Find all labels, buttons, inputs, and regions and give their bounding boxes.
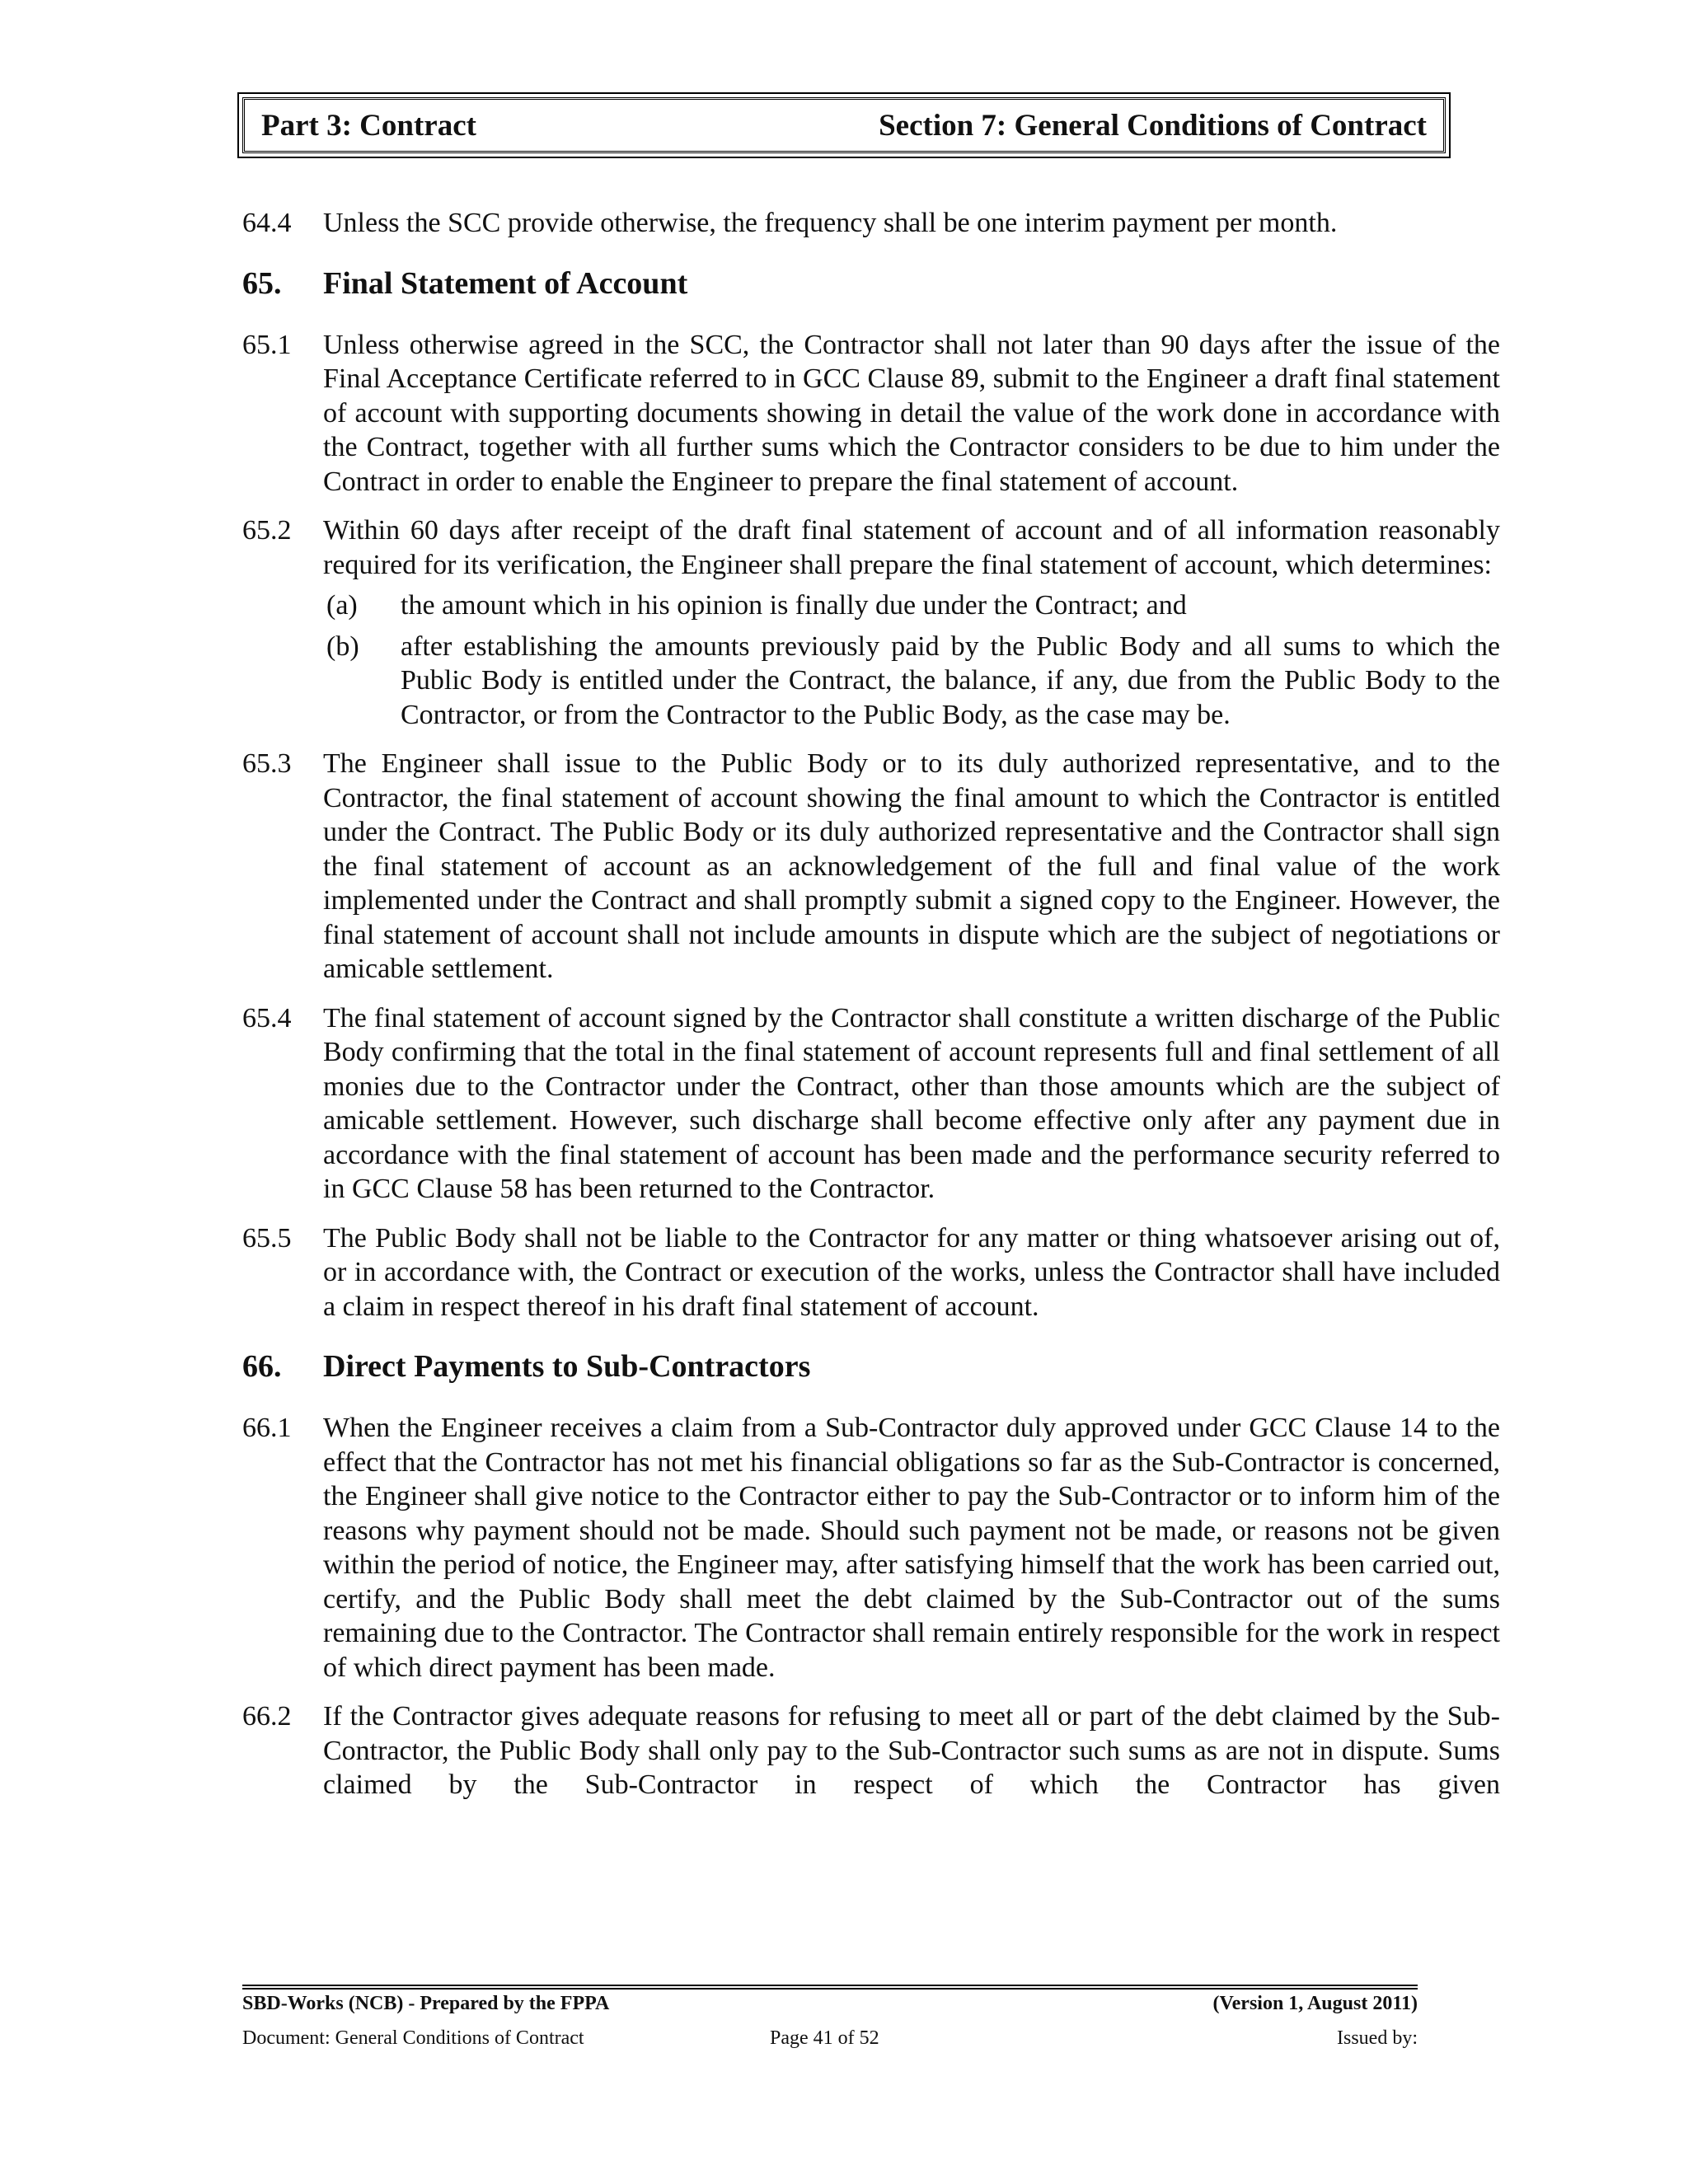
footer-prepared-by: SBD-Works (NCB) - Prepared by the FPPA	[242, 1993, 610, 2014]
clause-text: If the Contractor gives adequate reasons for refusing to meet all or part of the debt claimed by the Sub-Contractor, the Public Body shall only pay to the Sub-Contractor such sums as are not in dispute. Sums claimed by the Sub-Contractor in respect of which the Contractor has given	[323, 1701, 1500, 1800]
clause-65-4	[242, 1001, 1500, 1207]
footer-document-name: Document: General Conditions of Contract	[242, 2027, 584, 2049]
document-body	[242, 206, 1500, 1817]
clause-65-2-b	[323, 630, 1500, 733]
clause-number: 65.1	[242, 329, 292, 360]
clause-65-2	[242, 513, 1500, 582]
header-section-title: Section 7: General Conditions of Contract	[879, 109, 1427, 143]
sub-item-label: (a)	[326, 590, 358, 621]
footer-page-number: Page 41 of 52	[770, 2027, 879, 2049]
clause-65-1	[242, 328, 1500, 499]
clause-text: The Public Body shall not be liable to the Contractor for any matter or thing whatsoever arising out of, or in accordance with, the Contract or execution of the works, unless the Contractor shall have included a claim in respect thereof in his draft final statement of account.	[323, 1222, 1500, 1322]
clause-number: 65.4	[242, 1002, 292, 1033]
clause-66-2	[242, 1699, 1500, 1802]
clause-number: 65.3	[242, 748, 292, 779]
heading-66	[242, 1348, 1500, 1385]
clause-text: When the Engineer receives a claim from a Sub-Contractor duly approved under GCC Clause 14 to the effect that the Contractor has not met his financial obligations so far as the Sub-Contractor is concerned, the Engineer shall give notice to the Contractor either to pay the Sub-Contractor or to inform him of the reasons why payment should not be made. Should such payment not be made, or reasons not be given within the period of notice, the Engineer may, after satisfying himself that the work has been carried out, certify, and the Public Body shall meet the debt claimed by the Sub-Contractor out of the sums remaining due to the Contractor. The Contractor shall remain entirely responsible for the work in respect of which direct payment has been made.	[323, 1413, 1500, 1683]
page-header	[242, 97, 1446, 153]
clause-number: 64.4	[242, 208, 292, 238]
footer-version: (Version 1, August 2011)	[1212, 1993, 1418, 2014]
sub-item-text: the amount which in his opinion is finally due under the Contract; and	[401, 590, 1187, 621]
sub-item-label: (b)	[326, 630, 359, 662]
clause-text: The Engineer shall issue to the Public Body or to its duly authorized representative, and to the Contractor, the final statement of account showing the final amount to which the Contractor is entitled under the Contract. The Public Body or its duly authorized representative and the Contractor shall sign the final statement of account as an acknowledgement of the full and final value of the work implemented under the Contract and shall promptly submit a signed copy to the Engineer. However, the final statement of account shall not include amounts in dispute which are the subject of negotiations or amicable settlement.	[323, 748, 1500, 984]
clause-text: The final statement of account signed by the Contractor shall constitute a written discharge of the Public Body confirming that the total in the final statement of account represents full and final settlement of all monies due to the Contractor under the Contract, other than those amounts which are the subject of amicable settlement. However, such discharge shall become effective only after any payment due in accordance with the final statement of account has been made and the performance security referred to in GCC Clause 58 has been returned to the Contractor.	[323, 1002, 1500, 1204]
clause-65-3	[242, 747, 1500, 987]
heading-number: 66.	[242, 1349, 282, 1384]
header-part-title: Part 3: Contract	[261, 109, 476, 143]
heading-number: 65.	[242, 265, 282, 301]
clause-text: Unless the SCC provide otherwise, the frequency shall be one interim payment per month.	[323, 208, 1338, 238]
page-footer	[242, 1993, 1418, 2057]
clause-number: 66.2	[242, 1701, 292, 1732]
sub-item-text: after establishing the amounts previously paid by the Public Body and all sums to which the Public Body is entitled under the Contract, the balance, if any, due from the Public Body to the Contractor, or from the Contractor to the Public Body, as the case may be.	[401, 630, 1500, 730]
clause-66-1	[242, 1411, 1500, 1685]
heading-title: Final Statement of Account	[323, 265, 688, 301]
clause-text: Within 60 days after receipt of the draft final statement of account and of all information reasonably required for its verification, the Engineer shall prepare the final statement of account, which determines:	[323, 515, 1500, 580]
clause-number: 66.1	[242, 1413, 292, 1443]
heading-title: Direct Payments to Sub-Contractors	[323, 1349, 811, 1384]
footer-divider	[242, 1985, 1418, 1990]
footer-issued-by: Issued by:	[1337, 2027, 1418, 2049]
clause-65-2-a	[323, 588, 1500, 623]
heading-65	[242, 265, 1500, 302]
clause-65-5	[242, 1221, 1500, 1324]
clause-number: 65.2	[242, 515, 292, 546]
clause-64-4	[242, 206, 1500, 241]
clause-text: Unless otherwise agreed in the SCC, the Contractor shall not later than 90 days after the issue of the Final Acceptance Certificate referred to in GCC Clause 89, submit to the Engineer a draft final statement of account with supporting documents showing in detail the value of the work done in accordance with the Contract, together with all further sums which the Contractor considers to be due to him under the Contract in order to enable the Engineer to prepare the final statement of account.	[323, 329, 1500, 497]
clause-number: 65.5	[242, 1222, 292, 1254]
